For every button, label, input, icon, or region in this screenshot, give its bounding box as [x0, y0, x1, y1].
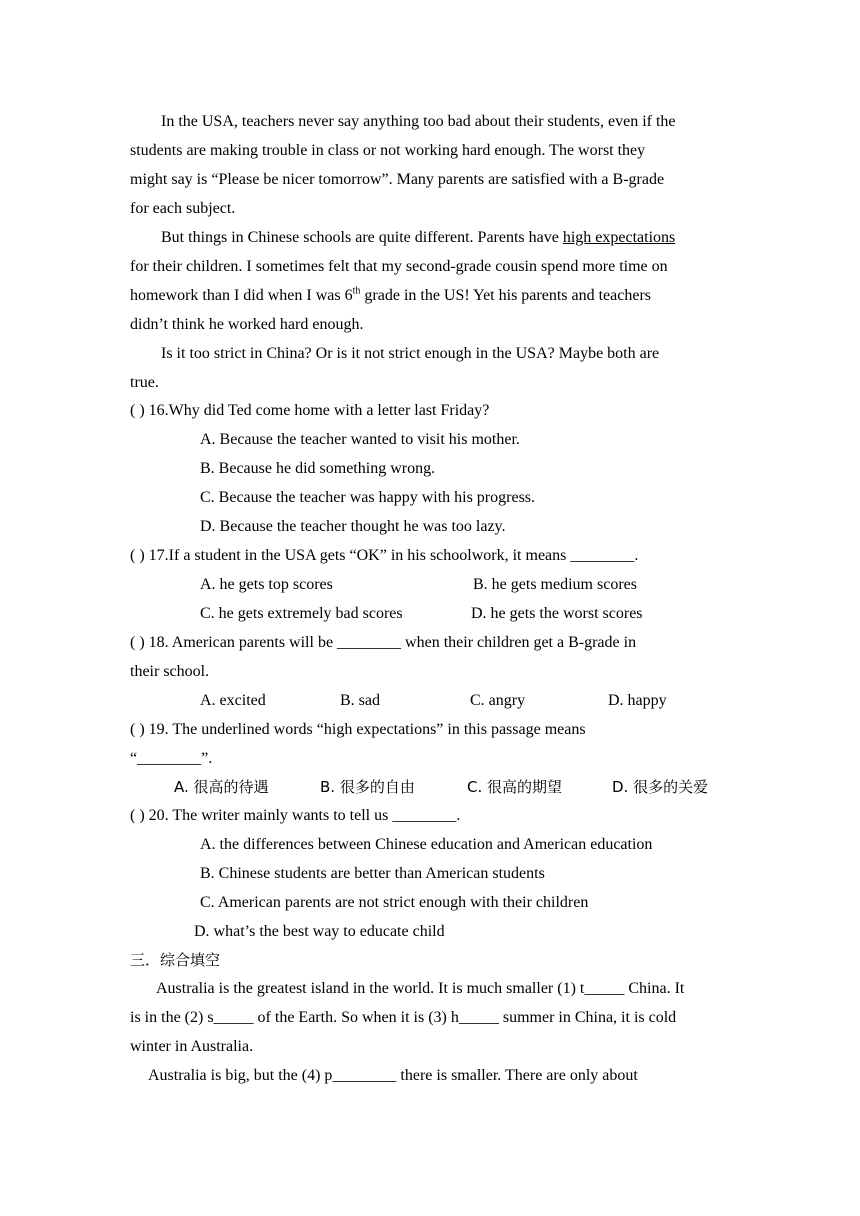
passage-p2-line3: [130, 286, 651, 306]
question-16-option-c: C. Because the teacher was happy with his progress.: [200, 489, 536, 506]
passage-p2-line3-post: grade in the US! Yet his parents and teachers: [360, 287, 651, 304]
question-19-option-d: D. 很多的关爱: [612, 778, 709, 796]
passage-p3-line1: Is it too strict in China? Or is it not strict enough in the USA? Maybe both are: [161, 345, 660, 362]
question-18-stem-line1: ( ) 18. American parents will be ________ when their children get a B-grade in: [130, 634, 637, 651]
question-16-stem: ( ) 16.Why did Ted come home with a letter last Friday?: [130, 402, 490, 419]
question-19-option-a: A. 很高的待遇: [174, 778, 269, 796]
section-3-line2: is in the (2) s_____ of the Earth. So when it is (3) h_____ summer in China, it is cold: [130, 1009, 677, 1026]
question-20-option-d: D. what’s the best way to educate child: [194, 923, 445, 940]
question-19-option-c: C. 很高的期望: [467, 778, 563, 796]
question-18-stem-line2: their school.: [130, 663, 210, 680]
passage-p2-line4: didn’t think he worked hard enough.: [130, 316, 364, 333]
section-3-line4: Australia is big, but the (4) p________ there is smaller. There are only about: [148, 1067, 638, 1084]
question-17-option-b: B. he gets medium scores: [473, 576, 637, 593]
question-19-stem-line1: ( ) 19. The underlined words “high expectations” in this passage means: [130, 721, 586, 738]
passage-p2-text: But things in Chinese schools are quite different. Parents have: [161, 229, 563, 246]
question-17-option-d: D. he gets the worst scores: [471, 605, 643, 622]
question-18-option-b: B. sad: [340, 692, 380, 709]
question-19-option-b: B. 很多的自由: [320, 778, 415, 796]
question-16-option-a: A. Because the teacher wanted to visit his mother.: [200, 431, 520, 448]
question-20-option-b: B. Chinese students are better than American students: [200, 865, 545, 882]
section-3-heading: 三．综合填空: [130, 951, 221, 969]
question-17-stem: ( ) 17.If a student in the USA gets “OK” in his schoolwork, it means ________.: [130, 547, 639, 564]
question-20-option-c: C. American parents are not strict enough with their children: [200, 894, 589, 911]
section-3-line3: winter in Australia.: [130, 1038, 254, 1055]
passage-p3-line2: true.: [130, 374, 159, 391]
passage-p2-line2: for their children. I sometimes felt that my second-grade cousin spend more time on: [130, 258, 668, 275]
section-3-line1: Australia is the greatest island in the world. It is much smaller (1) t_____ China. It: [156, 980, 685, 997]
passage-p2-line3-pre: homework than I did when I was 6: [130, 287, 353, 304]
passage-p1-line2: students are making trouble in class or not working hard enough. The worst they: [130, 142, 646, 159]
passage-p1-line3: might say is “Please be nicer tomorrow”. Many parents are satisfied with a B-grade: [130, 171, 665, 188]
question-17-option-c: C. he gets extremely bad scores: [200, 605, 403, 622]
underlined-high-expectations: high expectations: [562, 229, 676, 246]
ordinal-superscript: th: [352, 285, 361, 297]
passage-p1-line1: In the USA, teachers never say anything too bad about their students, even if the: [161, 113, 676, 130]
question-20-stem: ( ) 20. The writer mainly wants to tell us ________.: [130, 807, 461, 824]
passage-p2-line1: [161, 228, 675, 248]
question-18-option-a: A. excited: [200, 692, 266, 709]
passage-p1-line4: for each subject.: [130, 200, 236, 217]
question-18-option-d: D. happy: [608, 692, 667, 709]
question-19-stem-line2: “________”.: [130, 750, 213, 767]
question-20-option-a: A. the differences between Chinese education and American education: [200, 836, 653, 853]
question-16-option-d: D. Because the teacher thought he was too lazy.: [200, 518, 506, 535]
question-18-option-c: C. angry: [470, 692, 526, 709]
question-17-option-a: A. he gets top scores: [200, 576, 333, 593]
question-16-option-b: B. Because he did something wrong.: [200, 460, 436, 477]
